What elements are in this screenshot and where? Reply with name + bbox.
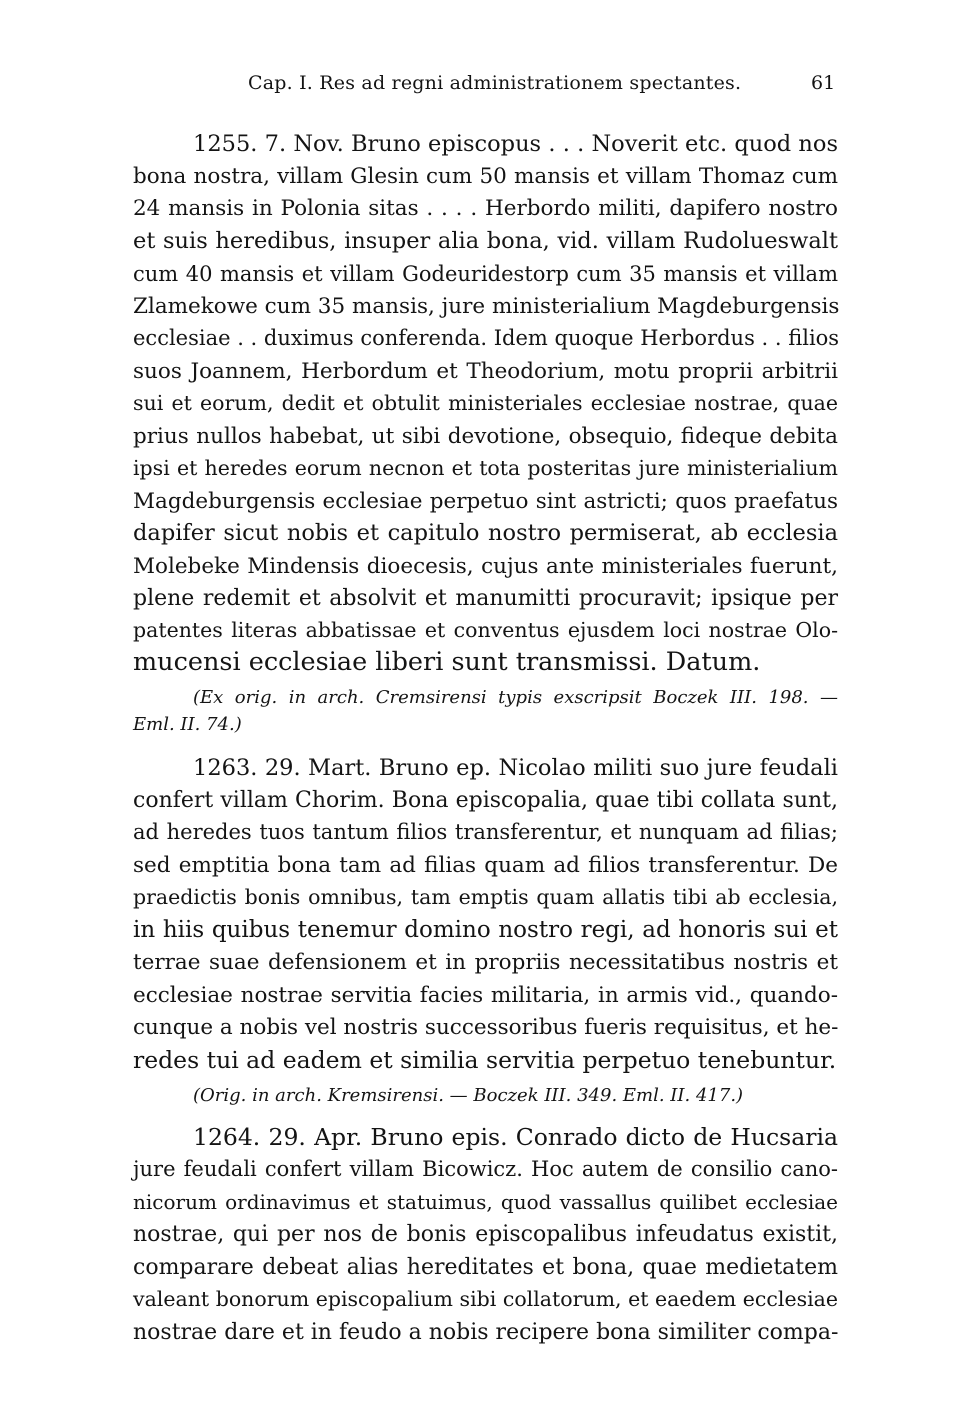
entry-line: cunque a nobis vel nostris successoribus fueris requisitus, et he- [133,1015,839,1040]
running-title: Cap. I. Res ad regni administrationem spectantes. [248,72,742,94]
entry-line: Molebeke Mindensis dioecesis, cujus ante ministeriales fuerunt, [133,554,838,579]
entry-line: redes tui ad eadem et similia servitia perpetuo tenebuntur. [133,1046,837,1074]
entry-line: bona nostra, villam Glesin cum 50 mansis et villam Thomaz cum [133,164,838,189]
entry-line: ipsi et heredes eorum necnon et tota posteritas jure ministerialium [133,456,838,480]
entry-line: sui et eorum, dedit et obtulit ministeriales ecclesiae nostrae, quae [133,391,838,415]
entry-line: et suis heredibus, insuper alia bona, vid. villam Rudolueswalt [133,228,838,254]
entry-line: ad heredes tuos tantum filios transferentur, et nunquam ad filias; [133,820,838,844]
entry-line: in hiis quibus tenemur domino nostro regi, ad honoris sui et [133,917,838,943]
entry-line: 1255. 7. Nov. Bruno episcopus . . . Noverit etc. quod nos [193,131,838,157]
entry-line: terrae suae defensionem et in propriis necessitatibus nostris et [133,950,838,975]
entry-line: nostrae, qui per nos de bonis episcopalibus infeudatus existit, [133,1222,838,1247]
entry-line: Zlamekowe cum 35 mansis, jure ministerialium Magdeburgensis [133,294,840,319]
entry-line: comparare debeat alias hereditates et bona, quae medietatem [133,1255,838,1280]
entry-line: dapifer sicut nobis et capitulo nostro permiserat, ab ecclesia [133,520,838,546]
entry-line: ecclesiae nostrae servitia facies militaria, in armis vid., quando- [133,983,838,1008]
entry-line: nostrae dare et in feudo a nobis recipere bona similiter compa- [133,1320,839,1345]
entry-line: 24 mansis in Polonia sitas . . . . Herbordo militi, dapifero nostro [133,196,838,221]
entry-line: 1264. 29. Apr. Bruno epis. Conrado dicto de Hucsaria [193,1123,838,1151]
entry-line: sed emptitia bona tam ad filias quam ad filios transferentur. De [133,853,838,878]
source-note: (Ex orig. in arch. Cremsirensi typis exscripsit Boczek III. 198. — [193,687,838,708]
entry-line: suos Joannem, Herbordum et Theodorium, motu proprii arbitrii [133,359,838,384]
entry-line: confert villam Chorim. Bona episcopalia, quae tibi collata sunt, [133,788,838,813]
entry-line: patentes literas abbatissae et conventus ejusdem loci nostrae Olo- [133,618,838,642]
entry-line: cum 40 mansis et villam Godeuridestorp cum 35 mansis et villam [133,262,838,286]
entry-line: Magdeburgensis ecclesiae perpetuo sint astricti; quos praefatus [133,489,838,514]
entry-line: ecclesiae . . duximus conferenda. Idem quoque Herbordus . . filios [133,326,840,350]
entry-line: mucensi ecclesiae liberi sunt transmissi. Datum. [133,647,761,677]
entry-line: valeant bonorum episcopalium sibi collatorum, et eaedem ecclesiae [133,1287,838,1311]
page-header [0,70,960,104]
source-note: Eml. II. 74.) [133,714,242,735]
entry-line: 1263. 29. Mart. Bruno ep. Nicolao militi suo jure feudali [193,755,838,781]
entry-line: nicorum ordinavimus et statuimus, quod vassallus quilibet ecclesiae [133,1190,838,1214]
entry-line: prius nullos habebat, ut sibi devotione, obsequio, fideque debita [133,424,838,449]
source-note: (Orig. in arch. Kremsirensi. — Boczek III. 349. Eml. II. 417.) [193,1085,744,1106]
entry-line: plene redemit et absolvit et manumitti procuravit; ipsique per [133,586,838,611]
page-number: 61 [811,72,836,94]
entry-line: praedictis bonis omnibus, tam emptis quam allatis tibi ab ecclesia, [133,885,838,909]
entry-line: jure feudali confert villam Bicowicz. Hoc autem de consilio cano- [133,1157,838,1181]
